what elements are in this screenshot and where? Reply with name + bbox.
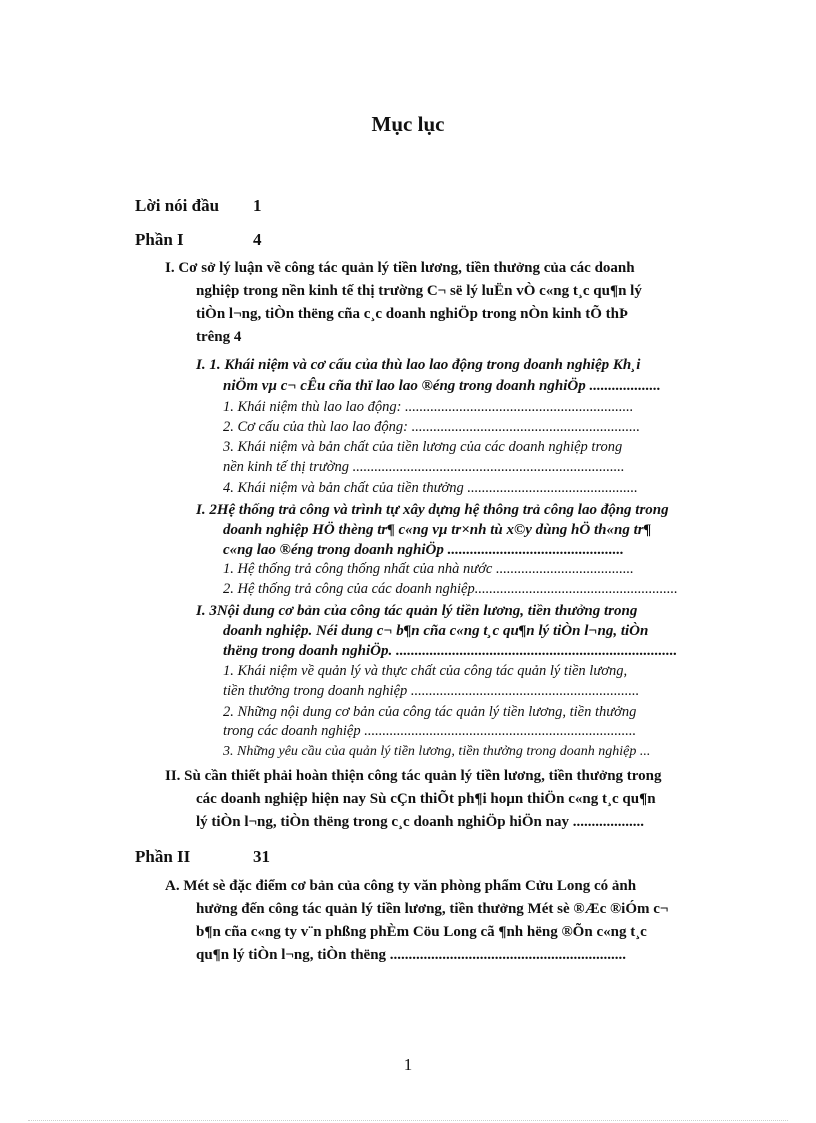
entry-line: A. Mét sè đặc điểm cơ bản của công ty văn phòng phẩm Cửu Long có ảnh	[165, 878, 637, 894]
entry-line: b¶n cña c«ng ty v¨n phßng phÈm Cöu Long cã ¶nh hëng ®Õn c«ng t¸c	[196, 924, 647, 940]
entry-line: qu¶n lý tiÒn l¬ng, tiÒn thëng ...............................................................	[196, 947, 627, 963]
part-page: 4	[253, 230, 262, 249]
entry-line: niÖm vµ c¬ cÊu cña thï lao lao ®éng trong doanh nghiÖp ...................	[223, 378, 661, 394]
entry-line: 1. Khái niệm về quản lý và thực chất của công tác quản lý tiền lương,	[223, 663, 628, 679]
part-heading-preface[interactable]	[135, 196, 262, 216]
entry-line: c«ng lao ®éng trong doanh nghiÖp ...............................................	[223, 542, 624, 558]
part-label: Lời nói đầu	[135, 196, 220, 215]
entry-line: 4. Khái niệm và bản chất của tiền thưởng ...............................................	[223, 480, 638, 496]
entry-line: hưởng đến công tác quản lý tiền lương, tiền thưởng Mét sè ®Æc ®iÓm c¬	[196, 901, 669, 917]
entry-line: 3. Những yêu cầu của quản lý tiền lương, tiền thưởng trong doanh nghiệp ...	[223, 744, 651, 759]
entry-line: lý tiÒn l¬ng, tiÒn thëng trong c¸c doanh nghiÖp hiÖn nay ...................	[196, 814, 644, 830]
entry-line: 3. Khái niệm và bản chất của tiền lương của các doanh nghiệp trong	[223, 439, 623, 455]
entry-line: I. 1. Khái niệm và cơ cấu của thù lao lao động trong doanh nghiệp Kh¸i	[196, 357, 641, 373]
entry-line: 1. Khái niệm thù lao lao động: ...............................................................	[223, 399, 634, 415]
entry-line: trêng 4	[196, 329, 242, 345]
part-label: Phần I	[135, 230, 184, 249]
part-page: 1	[253, 196, 262, 215]
page-number: 1	[403, 1055, 413, 1074]
entry-line: II. Sù cần thiết phải hoàn thiện công tác quản lý tiền lương, tiền thưởng trong	[165, 768, 662, 784]
toc-title: Mục lục	[371, 112, 445, 136]
entry-line: 1. Hệ thống trả công thống nhất của nhà nước ......................................	[223, 561, 634, 577]
part-page: 31	[253, 847, 270, 866]
entry-line: doanh nghiệp HÖ thèng tr¶ c«ng vµ tr×nh tù x©y dùng hÖ th«ng tr¶	[223, 522, 652, 538]
entry-line: doanh nghiệp. Néi dung c¬ b¶n cña c«ng t¸c qu¶n lý tiÒn l¬ng, tiÒn	[223, 623, 649, 639]
entry-line: I. 2Hệ thống trả công và trình tự xây dựng hệ thông trả công lao động trong	[196, 502, 669, 518]
part-label: Phần II	[135, 847, 191, 866]
entry-line: các doanh nghiệp hiện nay Sù cÇn thiÕt ph¶i hoµn thiÖn c«ng t¸c qu¶n	[196, 791, 656, 807]
part-heading-1[interactable]	[135, 230, 262, 250]
entry-line: trong các doanh nghiệp ...........................................................................	[223, 723, 637, 739]
entry-line: tiÒn l¬ng, tiÒn thëng cña c¸c doanh nghiÖp trong nÒn kinh tÕ thÞ	[196, 306, 629, 322]
entry-line: nghiệp trong nền kinh tế thị trường C¬ së lý luËn vÒ c«ng t¸c qu¶n lý	[196, 283, 642, 299]
entry-line: I. 3Nội dung cơ bản của công tác quản lý tiền lương, tiền thưởng trong	[196, 603, 638, 619]
entry-line: 2. Những nội dung cơ bản của công tác quản lý tiền lương, tiền thưởng	[223, 704, 637, 720]
part-heading-2[interactable]	[135, 847, 270, 867]
entry-line: I. Cơ sở lý luận về công tác quản lý tiền lương, tiền thưởng của các doanh	[165, 260, 635, 276]
entry-line: thëng trong doanh nghiÖp. ...........................................................................	[223, 643, 678, 659]
entry-line: nền kinh tế thị trường ...........................................................................	[223, 459, 625, 475]
entry-line: 2. Cơ cấu của thù lao lao động: ...............................................................	[223, 419, 640, 435]
entry-line: 2. Hệ thống trả công của các doanh nghiệp........................................................	[223, 581, 678, 597]
footer-divider	[28, 1120, 788, 1121]
entry-line: tiền thưởng trong doanh nghiệp ...............................................................	[223, 683, 640, 699]
